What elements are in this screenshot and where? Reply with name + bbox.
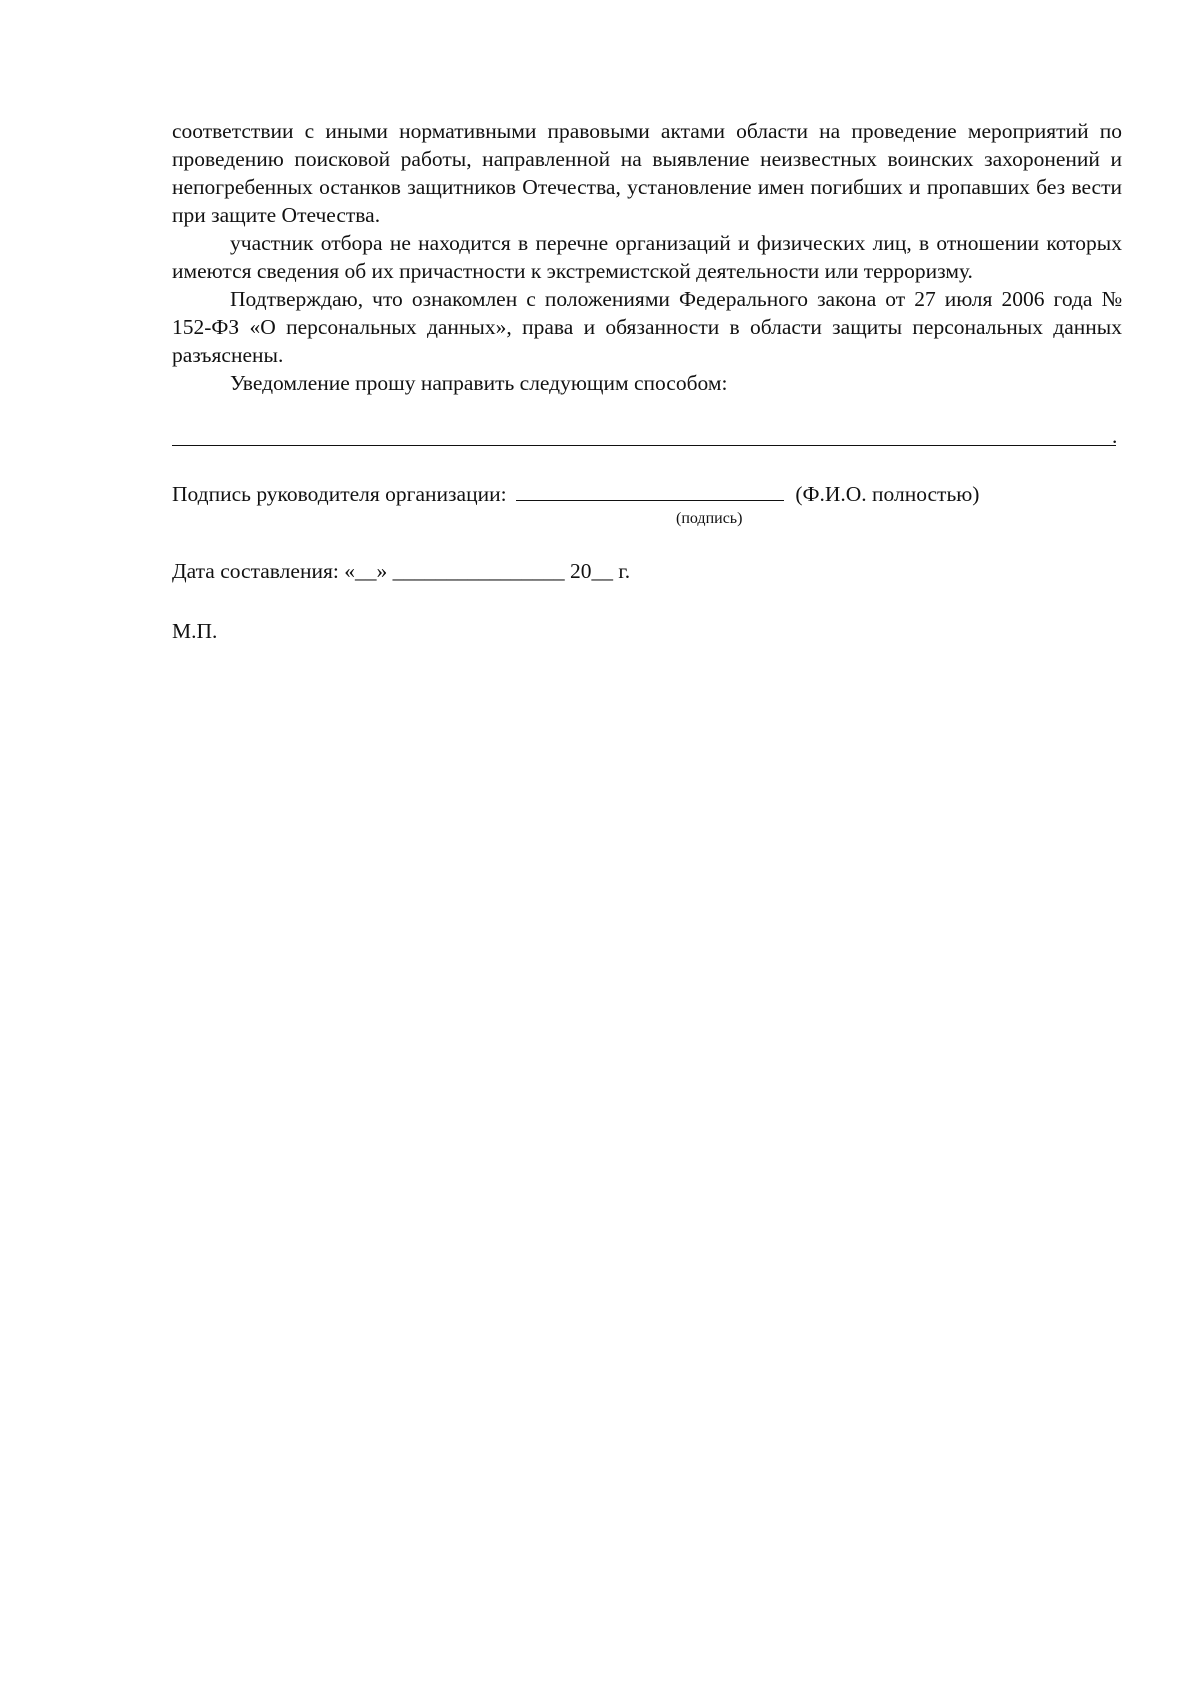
blank-line-period: .	[1112, 424, 1118, 448]
document-body	[172, 117, 1122, 397]
paragraph-extremism-clause: участник отбора не находится в перечне организаций и физических лиц, в отношении которых имеются сведения об их причастности к экстремистской деятельности или терроризму.	[172, 231, 1122, 283]
paragraph-personal-data-consent: Подтверждаю, что ознакомлен с положениями Федерального закона от 27 июля 2006 года № 152-ФЗ «О персональных данных», права и обязанности в области защиты персональных данных разъяснены.	[172, 287, 1122, 367]
signature-name-suffix: (Ф.И.О. полностью)	[795, 482, 980, 506]
stamp-placeholder: М.П.	[172, 619, 218, 643]
signature-label: Подпись руководителя организации:	[172, 482, 507, 506]
paragraph-continuation: соответствии с иными нормативными правовыми актами области на проведение мероприятий по проведению поисковой работы, направленной на выявление неизвестных воинских захоронений и непогребенных останков защитников Отечества, установление имен погибших и пропавших без вести при защите Отечества.	[172, 119, 1122, 227]
signature-blank[interactable]	[516, 480, 784, 501]
paragraph-notification-method: Уведомление прошу направить следующим способом:	[230, 371, 728, 395]
notification-method-blank-line[interactable]	[172, 445, 1116, 446]
signature-row	[172, 480, 1122, 508]
signature-caption: (подпись)	[676, 510, 743, 527]
date-line: Дата составления: «__» ________________ 20__ г.	[172, 559, 631, 583]
